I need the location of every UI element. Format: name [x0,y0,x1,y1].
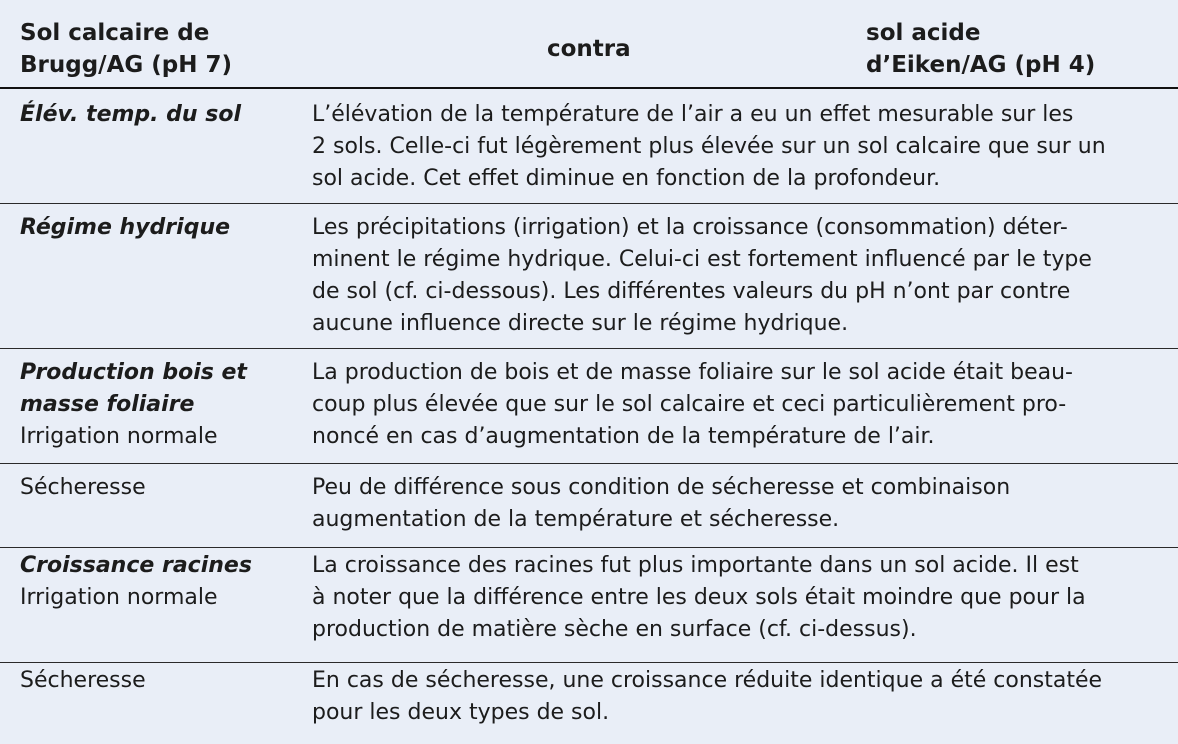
row-label-main: Régime hydrique [20,215,231,240]
row-label [20,357,300,453]
description-line: Peu de différence sous condition de sécheresse et combinaison [312,475,1011,500]
row-label-main-line1: Production bois et [20,360,247,385]
description-line: coup plus élevée que sur le sol calcaire et ceci particulièrement pro- [312,392,1067,417]
row-label-main-line2: masse foliaire [20,392,195,417]
row-description [312,550,1162,646]
description-line: sol acide. Cet effet diminue en fonction de la profondeur. [312,166,941,191]
row-sublabel: Sécheresse [20,475,146,500]
description-line: L’élévation de la température de l’air a eu un effet mesurable sur les [312,102,1074,127]
description-line: minent le régime hydrique. Celui-ci est fortement influencé par le type [312,247,1092,272]
description-line: Les précipitations (irrigation) et la croissance (consommation) déter- [312,215,1068,240]
description-line: de sol (cf. ci-dessous). Les différentes valeurs du pH n’ont par contre [312,279,1071,304]
row-description [312,357,1162,453]
row-label-main: Croissance racines [20,553,252,578]
description-line: production de matière sèche en surface (cf. ci-dessus). [312,617,917,642]
header-right [866,17,1166,81]
table-row [0,349,1178,464]
header-middle: contra [547,36,631,62]
header-right-line1: sol acide [866,20,981,46]
row-label [20,665,300,697]
description-line: 2 sols. Celle-ci fut légèrement plus élevée sur un sol calcaire que sur un [312,134,1106,159]
description-line: En cas de sécheresse, une croissance réduite identique a été constatée [312,668,1103,693]
description-line: La production de bois et de masse foliaire sur le sol acide était beau- [312,360,1073,385]
row-description [312,472,1162,536]
table-row [0,548,1178,663]
description-line: La croissance des racines fut plus importante dans un sol acide. Il est [312,553,1079,578]
table-row [0,464,1178,548]
row-sublabel: Irrigation normale [20,424,218,449]
header-right-line2: d’Eiken/AG (pH 4) [866,52,1096,78]
table-header [0,0,1178,89]
row-label [20,472,300,504]
row-description [312,212,1162,340]
description-line: augmentation de la température et sécheresse. [312,507,840,532]
row-sublabel: Irrigation normale [20,585,218,610]
row-label [20,550,300,614]
row-label [20,212,300,244]
row-label [20,99,300,131]
description-line: pour les deux types de sol. [312,700,610,725]
row-label-main: Élév. temp. du sol [20,102,241,127]
table-row [0,89,1178,204]
row-description [312,665,1162,729]
header-left-line1: Sol calcaire de [20,20,210,46]
header-left [20,17,290,81]
description-line: à noter que la différence entre les deux sols était moindre que pour la [312,585,1086,610]
description-line: aucune influence directe sur le régime hydrique. [312,311,849,336]
row-sublabel: Sécheresse [20,668,146,693]
row-description [312,99,1162,195]
description-line: noncé en cas d’augmentation de la température de l’air. [312,424,935,449]
table-row [0,204,1178,349]
header-left-line2: Brugg/AG (pH 7) [20,52,233,78]
table-row [0,663,1178,744]
